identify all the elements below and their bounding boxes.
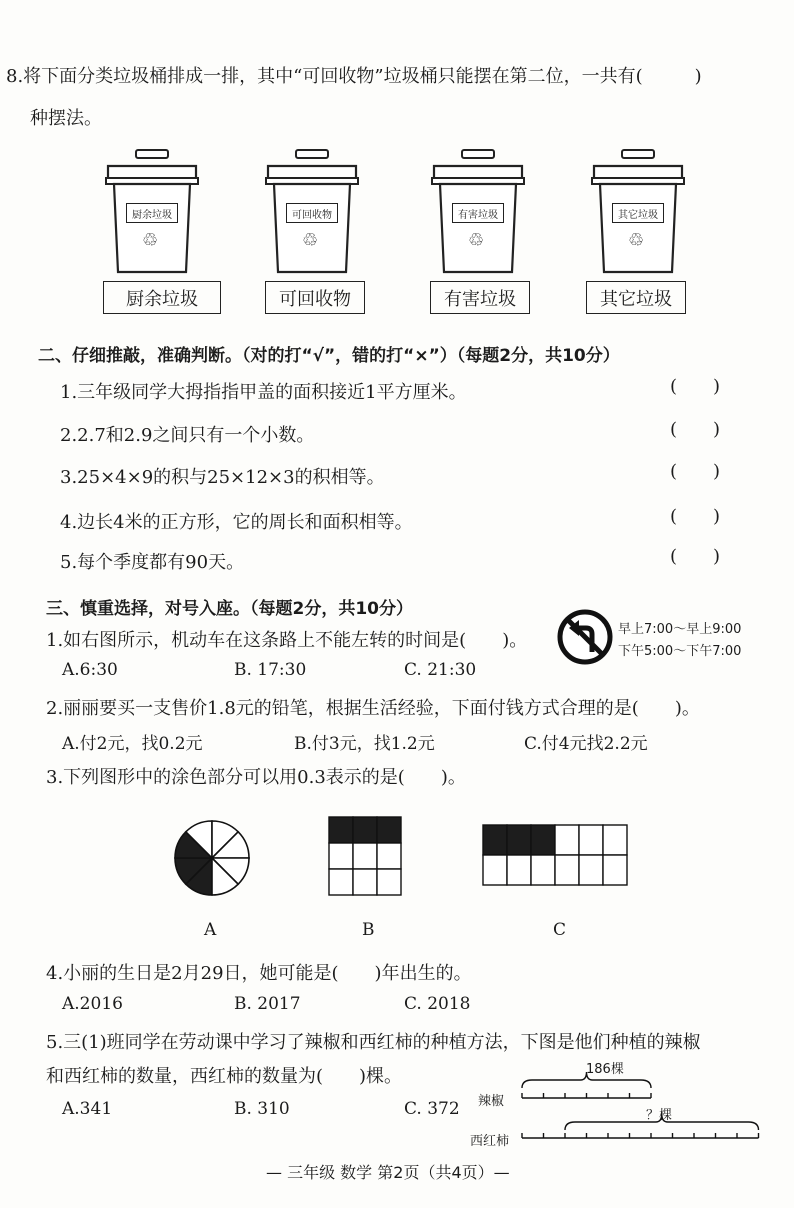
judgement-item: 3.25×4×9的积与25×12×3的积相等。 [60, 467, 385, 488]
diagram-pepper-label: 辣椒 [478, 1094, 505, 1109]
s3-q5-option-c: C. 372 [404, 1099, 460, 1119]
grid-cell [483, 855, 507, 885]
bin-name-label: 厨余垃圾 [103, 281, 221, 314]
s3-q1-option-b: B. 17:30 [234, 660, 307, 680]
no-left-turn-sign-icon [556, 608, 614, 666]
grid-cell [555, 855, 579, 885]
bin-tag-label: 可回收物 [286, 203, 338, 223]
figure-a-circle [172, 818, 252, 898]
s3-q2-option-a: A.付2元，找0.2元 [62, 734, 203, 754]
grid-cell [377, 843, 401, 869]
answer-parentheses[interactable]: ( ) [670, 546, 721, 567]
grid-cell [603, 855, 627, 885]
pepper-brace [522, 1072, 651, 1088]
grid-cell [377, 869, 401, 895]
trash-bin-1 [264, 148, 360, 276]
section2-title: 二、仔细推敲，准确判断。（对的打“√”，错的打“×”）（每题2分，共10分） [38, 346, 620, 366]
bin-name-label: 其它垃圾 [586, 281, 686, 314]
judgement-item: 2.2.7和2.9之间只有一个小数。 [60, 425, 315, 446]
s3-q3-text: 3.下列图形中的涂色部分可以用0.3表示的是( )。 [46, 767, 466, 788]
section3-title: 三、慎重选择，对号入座。（每题2分，共10分） [46, 599, 413, 619]
grid-cell [353, 817, 377, 843]
s3-q4-text: 4.小丽的生日是2月29日，她可能是( )年出生的。 [46, 963, 472, 984]
line-segment-diagram [518, 1068, 768, 1158]
trash-bin-0 [104, 148, 200, 276]
figure-c-label: C [553, 920, 567, 940]
s3-q2-text: 2.丽丽要买一支售价1.8元的铅笔，根据生活经验，下面付钱方式合理的是( )。 [46, 698, 700, 719]
grid-cell [377, 817, 401, 843]
bin-tag-label: 有害垃圾 [452, 203, 504, 223]
sign-time-afternoon: 下午5:00～下午7:00 [618, 644, 742, 659]
answer-parentheses[interactable]: ( ) [670, 506, 721, 527]
s3-q2-option-b: B.付3元，找1.2元 [294, 734, 435, 754]
s3-q1-text: 1.如右图所示，机动车在这条路上不能左转的时间是( )。 [46, 630, 528, 651]
s3-q5-text2: 和西红柿的数量，西红柿的数量为( )棵。 [46, 1066, 403, 1087]
judgement-item: 1.三年级同学大拇指指甲盖的面积接近1平方厘米。 [60, 382, 467, 403]
grid-cell [353, 843, 377, 869]
grid-cell [483, 825, 507, 855]
s3-q1-option-a: A.6:30 [62, 660, 118, 680]
s3-q4-option-a: A.2016 [62, 994, 123, 1014]
q8-line1: 8.将下面分类垃圾桶排成一排，其中“可回收物”垃圾桶只能摆在第二位，一共有( ) [6, 66, 702, 87]
s3-q5-text1: 5.三(1)班同学在劳动课中学习了辣椒和西红柿的种植方法，下图是他们种植的辣椒 [46, 1032, 701, 1053]
diagram-total-label: 186棵 [586, 1062, 624, 1077]
diagram-tomato-label: 西红柿 [470, 1134, 510, 1149]
s3-q4-option-b: B. 2017 [234, 994, 301, 1014]
bin-name-label: 有害垃圾 [430, 281, 530, 314]
grid-cell [579, 855, 603, 885]
bin-name-label: 可回收物 [265, 281, 365, 314]
grid-cell [579, 825, 603, 855]
figure-b-label: B [362, 920, 375, 940]
figure-b-grid [328, 816, 404, 896]
grid-cell [507, 855, 531, 885]
recycle-icon: ♲ [468, 230, 485, 251]
recycle-icon: ♲ [302, 230, 319, 251]
tomato-brace [565, 1114, 759, 1130]
figure-a-label: A [204, 920, 217, 940]
s3-q5-option-b: B. 310 [234, 1099, 290, 1119]
judgement-item: 5.每个季度都有90天。 [60, 552, 245, 573]
grid-cell [531, 855, 555, 885]
grid-cell [329, 843, 353, 869]
grid-cell [555, 825, 579, 855]
trash-bin-2 [430, 148, 526, 276]
answer-parentheses[interactable]: ( ) [670, 461, 721, 482]
s3-q5-option-a: A.341 [62, 1099, 113, 1119]
grid-cell [329, 817, 353, 843]
grid-cell [507, 825, 531, 855]
answer-parentheses[interactable]: ( ) [670, 376, 721, 397]
page-footer: — 三年级 数学 第2页（共4页）— [266, 1163, 510, 1182]
grid-cell [353, 869, 377, 895]
grid-cell [603, 825, 627, 855]
grid-cell [531, 825, 555, 855]
trash-bin-3 [590, 148, 686, 276]
sign-time-morning: 早上7:00～早上9:00 [618, 622, 742, 637]
recycle-icon: ♲ [142, 230, 159, 251]
s3-q4-option-c: C. 2018 [404, 994, 471, 1014]
judgement-item: 4.边长4米的正方形，它的周长和面积相等。 [60, 512, 413, 533]
diagram-question-label: ？棵 [646, 1108, 673, 1123]
answer-parentheses[interactable]: ( ) [670, 419, 721, 440]
s3-q1-option-c: C. 21:30 [404, 660, 477, 680]
s3-q2-option-c: C.付4元找2.2元 [524, 734, 648, 754]
grid-cell [329, 869, 353, 895]
recycle-icon: ♲ [628, 230, 645, 251]
bin-tag-label: 厨余垃圾 [126, 203, 178, 223]
q8-line2: 种摆法。 [30, 108, 102, 129]
bin-tag-label: 其它垃圾 [612, 203, 664, 223]
figure-c-grid [482, 824, 630, 886]
